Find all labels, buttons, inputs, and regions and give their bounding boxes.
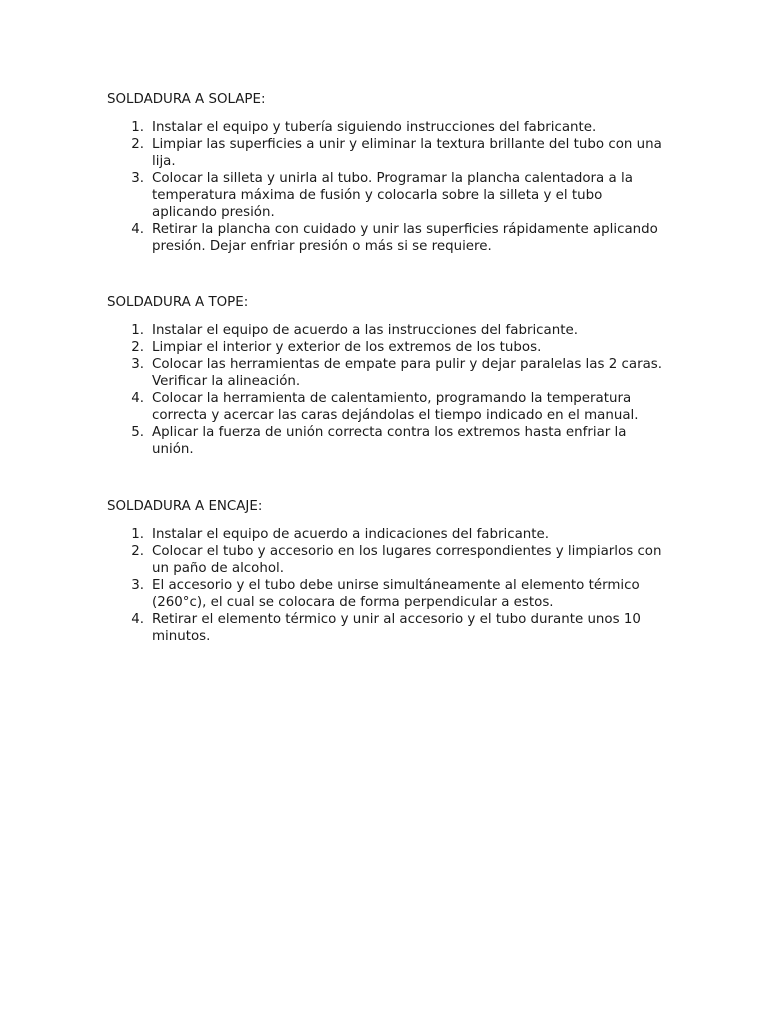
list-item [107,221,667,255]
list-item-number: 1. [131,323,144,338]
list-item-text: Aplicar la fuerza de unión correcta contra los extremos hasta enfriar la unión. [152,425,627,457]
list-item-text: Instalar el equipo y tubería siguiendo instrucciones del fabricante. [152,120,597,135]
list-item-number: 5. [131,425,144,440]
list-item [107,170,667,221]
list-item-number: 2. [131,137,144,152]
section-heading: SOLDADURA A ENCAJE: [107,499,263,514]
list-item [107,543,667,577]
list-item [107,424,667,458]
list-item [107,390,667,424]
list-item-text: Instalar el equipo de acuerdo a las instrucciones del fabricante. [152,323,578,338]
list-item [107,611,667,645]
list-item-number: 1. [131,120,144,135]
list-item-number: 2. [131,544,144,559]
list-item [107,339,667,356]
list-item-number: 3. [131,578,144,593]
list-item-text: Colocar la silleta y unirla al tubo. Programar la plancha calentadora a la temperatura máxima de fusión y colocarla sobre la silleta y el tubo aplicando presión. [152,171,633,220]
list-item-text: El accesorio y el tubo debe unirse simultáneamente al elemento térmico (260°c), el cual se colocara de forma perpendicular a estos. [152,578,640,610]
list-item-text: Colocar las herramientas de empate para pulir y dejar paralelas las 2 caras. Verificar la alineación. [152,357,663,389]
list-item-number: 4. [131,391,144,406]
list-item-text: Retirar la plancha con cuidado y unir las superficies rápidamente aplicando presión. Dejar enfriar presión o más si se requiere. [152,222,658,254]
section-soldadura-encaje [107,498,667,645]
list-item-text: Limpiar el interior y exterior de los extremos de los tubos. [152,340,542,355]
steps-list [107,119,667,255]
list-item [107,119,667,136]
list-item-text: Limpiar las superficies a unir y eliminar la textura brillante del tubo con una lija. [152,137,662,169]
section-soldadura-tope [107,294,667,458]
list-item-text: Instalar el equipo de acuerdo a indicaciones del fabricante. [152,527,550,542]
list-item-number: 1. [131,527,144,542]
steps-list [107,526,667,645]
list-item [107,136,667,170]
steps-list [107,322,667,458]
list-item [107,577,667,611]
list-item-number: 4. [131,612,144,627]
list-item-number: 2. [131,340,144,355]
list-item-number: 4. [131,222,144,237]
list-item-number: 3. [131,357,144,372]
list-item [107,322,667,339]
section-soldadura-solape [107,91,667,255]
list-item-text: Colocar la herramienta de calentamiento, programando la temperatura correcta y acercar las caras dejándolas el tiempo indicado en el manual. [152,391,639,423]
list-item-text: Retirar el elemento térmico y unir al accesorio y el tubo durante unos 10 minutos. [152,612,641,644]
list-item [107,526,667,543]
list-item-number: 3. [131,171,144,186]
section-heading: SOLDADURA A TOPE: [107,295,249,310]
section-heading: SOLDADURA A SOLAPE: [107,92,266,107]
list-item [107,356,667,390]
list-item-text: Colocar el tubo y accesorio en los lugares correspondientes y limpiarlos con un paño de alcohol. [152,544,662,576]
